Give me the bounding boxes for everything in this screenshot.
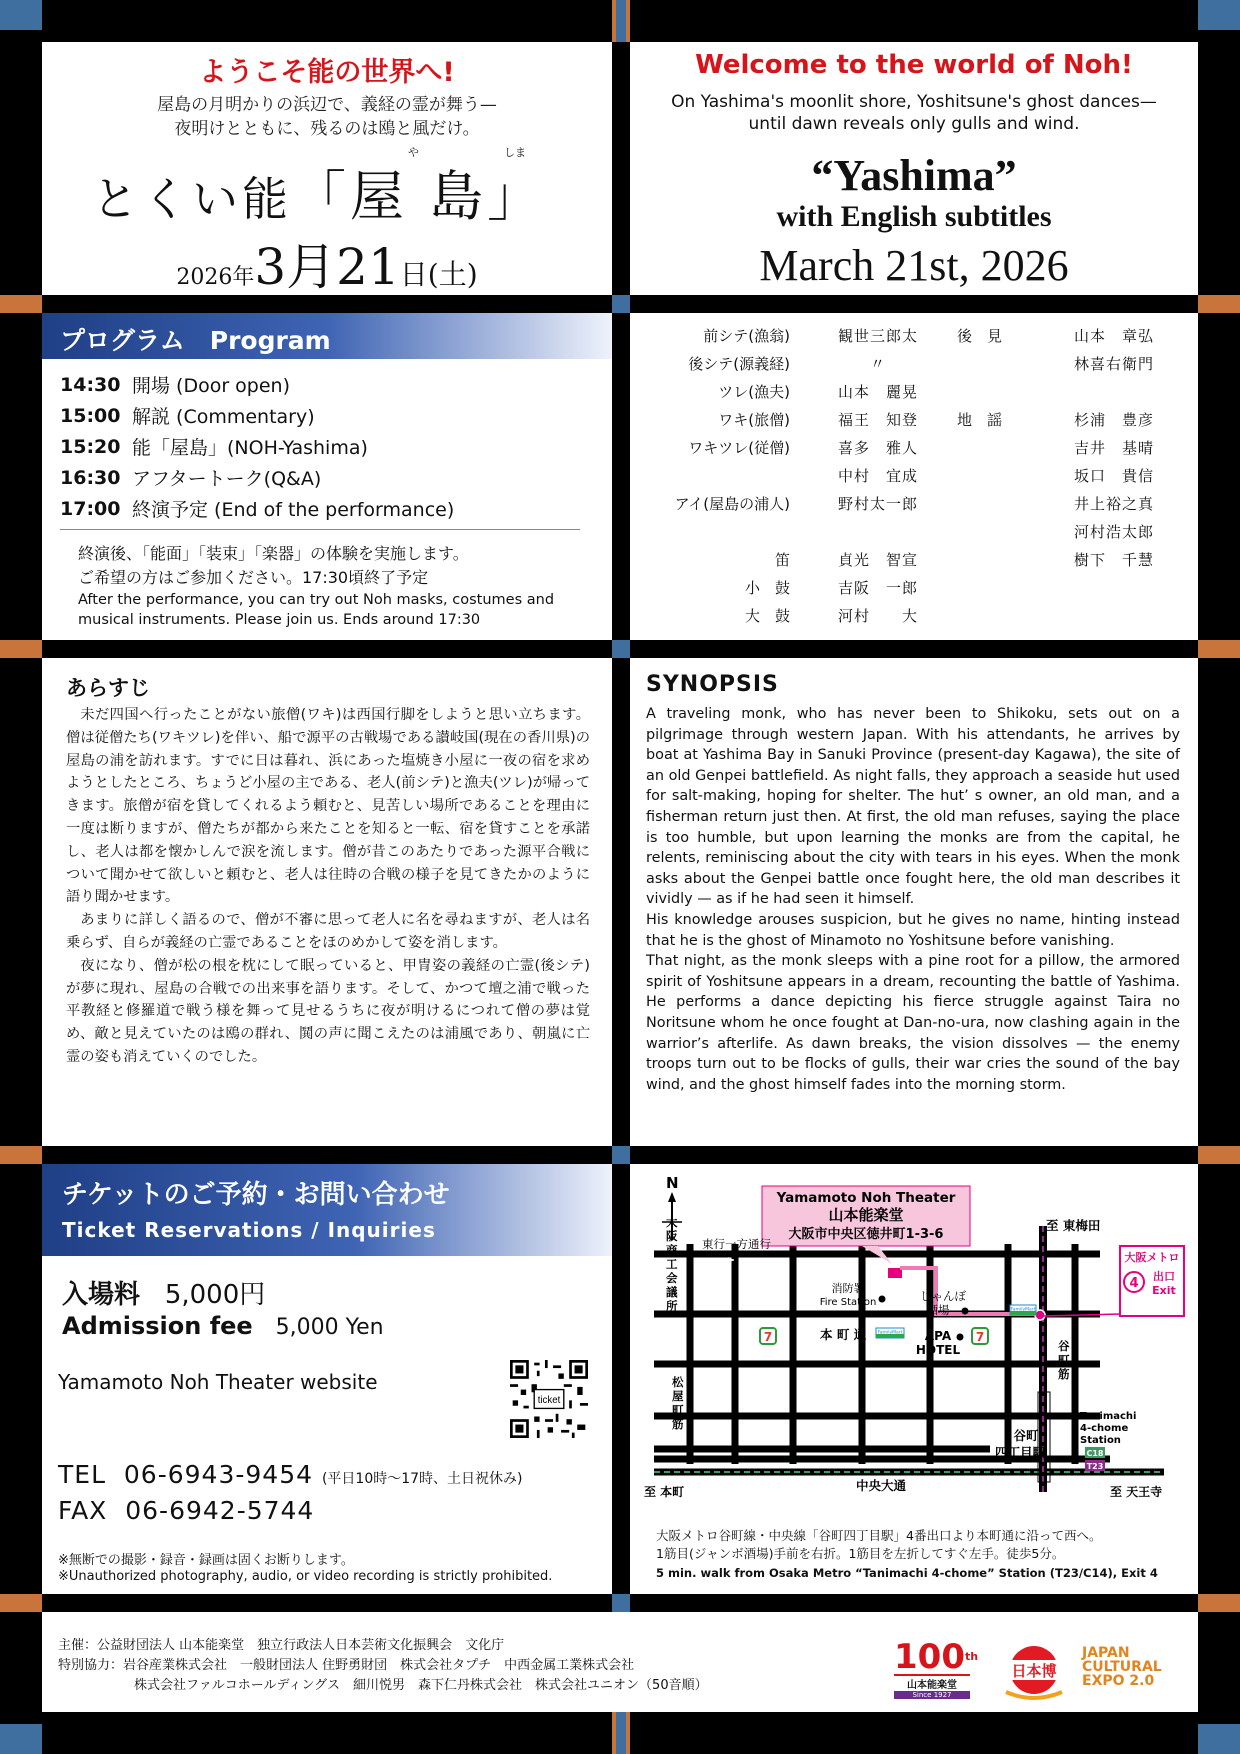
cast-name: 観世三郎太 <box>838 327 919 345</box>
fee-value-en: 5,000 Yen <box>275 1315 384 1340</box>
ticket-heading-ja: チケットのご予約・お問い合わせ <box>62 1180 450 1210</box>
date-month: 3月 <box>254 238 337 295</box>
venue-marker <box>888 1268 902 1278</box>
cast-role: 小 鼓 <box>744 579 790 597</box>
100th-anniversary-logo <box>894 1637 979 1700</box>
chamber-label-1: 大 <box>666 1215 678 1229</box>
cast-name: 吉阪 一郎 <box>838 579 919 597</box>
svg-text:FamilyMart: FamilyMart <box>877 1330 903 1336</box>
familymart-icon <box>1010 1305 1036 1315</box>
frame-stripe <box>1198 1146 1240 1164</box>
program-label: 開場 (Door open) <box>132 375 291 397</box>
station-name-ja-1: 谷町 <box>1013 1428 1039 1443</box>
tel-label: TEL <box>58 1460 106 1489</box>
frame-stripe <box>612 1146 630 1164</box>
program-heading: プログラム Program <box>42 313 612 359</box>
frame-stripe <box>0 0 42 30</box>
synopsis-paragraph: 夜になり、僧が松の根を枕にして眠っていると、甲冑姿の義経の亡霊(後シテ)が夢に現れ、屋島の合戦での出来事を語ります。そして、かつて壇之浦で戦った平教経と修羅道で戦う様を舞って見せるうちに夜が明けるにつれて僧の夢は覚め、敵と見えていたのは鴎の群れ、鬨の声に聞こえたのは浦風であり、朝嵐に亡霊の姿も消えていくのでした。 <box>66 957 590 1065</box>
chuo-street-label: 中央大通 <box>856 1478 907 1493</box>
program-item <box>60 462 590 493</box>
honmachi-street-label: 本 町 通 <box>820 1327 867 1342</box>
synopsis-heading-en: SYNOPSIS <box>646 672 779 697</box>
svg-text:議: 議 <box>666 1285 678 1299</box>
fire-station-en: Fire Station <box>819 1297 877 1308</box>
cast-name: 杉浦 豊彦 <box>1074 411 1155 429</box>
ticket-heading-en: Ticket Reservations / Inquiries <box>62 1218 436 1242</box>
program-label: 終演予定 (End of the performance) <box>132 499 455 521</box>
program-note-en-1: After the performance, you can try out Noh masks, costumes and <box>78 592 555 608</box>
apa-dot <box>957 1334 964 1341</box>
sponsors-line-1: 特別協力：岩谷産業株式会社 一般財団法人 住野勇財団 株式会社タプチ 中西金属工業株式会社 <box>58 1658 635 1673</box>
frame-stripe <box>1198 295 1240 313</box>
title-main: 「屋 島」 <box>292 165 546 228</box>
frame-stripe <box>1198 1594 1240 1612</box>
cast-role: ワキ(旅僧) <box>718 411 790 429</box>
title-ruby-shima: しま <box>504 146 526 159</box>
frame-stripe <box>0 1724 42 1754</box>
synopsis-panel-en <box>630 658 1198 1146</box>
program-item <box>60 369 590 400</box>
frame-stripe <box>0 1146 42 1164</box>
fax-label: FAX <box>58 1496 108 1525</box>
frame-stripe <box>1198 640 1240 658</box>
tagline-ja-1: 屋島の月明かりの浜辺で、義経の霊が舞う— <box>157 95 497 115</box>
frame-stripe <box>612 0 630 42</box>
familymart-icon <box>876 1328 904 1338</box>
synopsis-paragraph: A traveling monk, who has never been to Shikoku, sets out on a pilgrimage through western Japan. With his attendants, he arrives by boat at Yashima Bay in Sanuki Province (present-day Kagawa), the site of an old Genpei battlefield. As night falls, they approach a seaside hut used for salt-making, hoping for shelter. The hut’ s owner, an old man, and a fisherman return just then. At first, the old man refuses, saying the place is too humble, but upon learning the monks are from the capital, he relents, reminiscing about the city with tears in his eyes. When the monk asks about the Genpei battle once fought here, the old man describes it vividly — as if he had seen it himself. <box>646 706 1180 908</box>
cast-role: ワキツレ(従僧) <box>688 439 790 457</box>
cast-name: 山本 麗晃 <box>838 383 919 401</box>
svg-text:松: 松 <box>672 1375 684 1389</box>
station-name-ja-2: 四丁目駅 <box>994 1445 1046 1460</box>
metro-exit-label-4: Exit <box>1152 1284 1176 1297</box>
to-tennoji-label: 至 天王寺 <box>1110 1485 1163 1499</box>
convenience-store-icon <box>972 1328 988 1344</box>
svg-text:FamilyMart: FamilyMart <box>1010 1307 1036 1313</box>
frame-stripe <box>612 295 630 313</box>
divider <box>60 529 580 530</box>
program-time: 15:20 <box>60 435 121 458</box>
svg-text:商: 商 <box>666 1243 678 1257</box>
synopsis-panel-ja <box>42 658 612 1146</box>
cast-name: 樹下 千慧 <box>1074 551 1155 569</box>
organizers: 主催：公益財団法人 山本能楽堂 独立行政法人日本芸術文化振興会 文化庁 <box>58 1638 505 1653</box>
cast-role: 前シテ(漁翁) <box>703 327 790 345</box>
program-item <box>60 431 590 462</box>
station-name-en-2: 4-chome <box>1080 1423 1129 1434</box>
sponsors-line-2: 株式会社ファルコホールディングス 細川悦男 森下仁丹株式会社 株式会社ユニオン（50音順） <box>134 1678 708 1693</box>
cast-role: 笛 <box>774 551 790 569</box>
to-umeda-label: 至 東梅田 <box>1046 1218 1101 1233</box>
janbo-label-2: 酒場 <box>926 1303 950 1317</box>
tagline-en-2: until dawn reveals only gulls and wind. <box>748 114 1080 134</box>
program-item <box>60 400 590 431</box>
frame-stripe <box>1198 0 1240 30</box>
fax-number <box>58 1496 314 1525</box>
synopsis-heading-ja: あらすじ <box>66 676 150 700</box>
program-time: 15:00 <box>60 404 121 427</box>
fire-station-dot <box>879 1296 886 1303</box>
synopsis-paragraph: His knowledge arouses suspicion, but he gives no name, hinting instead that he is the ghost of Minamoto no Yoshitsune before vanishing. <box>646 911 1180 949</box>
svg-text:筋: 筋 <box>1058 1367 1070 1381</box>
directions-ja-1: 大阪メトロ谷町線・中央線「谷町四丁目駅」4番出口より本町通に沿って西へ。 <box>656 1528 1102 1543</box>
north-label: N <box>666 1174 679 1192</box>
fee-label-en: Admission fee <box>62 1312 253 1340</box>
svg-text:C18: C18 <box>1086 1449 1104 1458</box>
svg-text:会: 会 <box>666 1271 678 1285</box>
north-arrow-head-icon <box>668 1192 676 1202</box>
title-panel-ja <box>42 42 612 295</box>
cast-role: ツレ(漁夫) <box>718 383 790 401</box>
program-note-ja-2: ご希望の方はご参加ください。17:30頃終了予定 <box>78 568 429 587</box>
qr-label: ticket <box>537 1395 561 1407</box>
map-panel <box>630 1164 1198 1594</box>
venue-name-en: Yamamoto Noh Theater <box>776 1190 956 1206</box>
performance-date-en: March 21st, 2026 <box>759 241 1069 290</box>
title-prefix: とくい能 <box>92 172 292 226</box>
apa-label-2: HOTEL <box>915 1343 961 1357</box>
program-panel <box>42 313 612 640</box>
expo-mark-text: 日本博 <box>1011 1662 1057 1680</box>
cast-role: 後シテ(源義経) <box>688 355 790 373</box>
program-label: 能「屋島」(NOH-Yashima) <box>132 437 368 459</box>
tel-hours: (平日10時～17時、土日祝休み) <box>321 1471 523 1487</box>
frame-stripe <box>0 640 42 658</box>
ticket-header <box>42 1164 612 1256</box>
cast-role: 後 見 <box>956 327 1002 345</box>
matsuyamachi-label <box>672 1375 684 1431</box>
svg-text:所: 所 <box>666 1299 678 1313</box>
svg-text:筋: 筋 <box>672 1417 684 1431</box>
program-time: 17:00 <box>60 497 121 520</box>
admission-fee-en <box>62 1312 384 1340</box>
synopsis-paragraph: あまりに詳しく語るので、僧が不審に思って老人に名を尋ねますが、老人は名乗らず、自らが義経の亡霊であることをほのめかして姿を消します。 <box>66 912 590 951</box>
svg-text:7: 7 <box>975 1330 985 1344</box>
metro-exit-label-3: 出口 <box>1153 1270 1175 1283</box>
svg-text:谷: 谷 <box>1058 1339 1070 1353</box>
tagline-en-1: On Yashima's moonlit shore, Yoshitsune's ghost dances— <box>671 92 1157 112</box>
tanimachi-street-label <box>1058 1339 1070 1381</box>
frame-stripe <box>1198 1724 1240 1754</box>
logo-100-number: 100th <box>894 1637 979 1677</box>
frame-stripe <box>0 1594 42 1612</box>
venue-name-ja: 山本能楽堂 <box>828 1206 904 1224</box>
welcome-heading-ja: ようこそ能の世界へ! <box>199 57 455 88</box>
phone-number <box>58 1460 523 1489</box>
admission-fee-ja <box>62 1274 265 1311</box>
janbo-dot <box>962 1308 969 1315</box>
svg-text:屋: 屋 <box>672 1389 684 1403</box>
cast-name: 河村 大 <box>838 607 919 625</box>
cast-name: 河村浩太郎 <box>1074 523 1155 541</box>
date-year: 2026年 <box>176 265 255 290</box>
synopsis-paragraph: That night, as the monk sleeps with a pine root for a pillow, the armored spirit of Yoshitsune appears in a dream, recounting the battle of Yashima. He performs a dance depicting his fierce struggle against Taira no Noritsune whom he once fought at Dan-no-ura, now clashing again in the warrior’s afterlife. As dawn breaks, the vision dissolves — the enemy troops turn out to be flocks of gulls, their war cries the sound of the bay wind, and the ghost himself fades into the morning storm. <box>646 953 1180 1093</box>
synopsis-paragraph: 未だ四国へ行ったことがない旅僧(ワキ)は西国行脚をしようと思い立ちます。僧は従僧たち(ワキツレ)を伴い、船で源平の古戦場である讃岐国(現在の香川県)の屋島の浦を訪れます。すでに日は暮れ、浜にあった塩焼き小屋に一夜の宿を求めようとしたところ、ちょうど小屋の主である、老人(前シテ)と漁夫(ツレ)が帰ってきます。旅僧が宿を貸してくれるよう頼むと、見苦しい場所であることを理由に一度は断りますが、僧たちが都から来たことを知ると一転、宿を貸すことを承諾し、老人は都を懐かしんで涙を流します。僧が昔このあたりであった源平合戦について聞かせて欲しいと頼むと、老人は往時の合戦の様子を見てきたかのように語り聞かせます。 <box>66 707 590 906</box>
program-note-ja-1: 終演後、「能面」「装束」「楽器」の体験を実施します。 <box>78 544 469 563</box>
fee-label-ja: 入場料 <box>62 1280 141 1310</box>
synopsis-text-ja <box>66 704 590 1069</box>
cast-name: 吉井 基晴 <box>1074 439 1155 457</box>
svg-text:町: 町 <box>1058 1353 1070 1367</box>
tagline-ja-2: 夜明けとともに、残るのは鴎と風だけ。 <box>174 119 480 139</box>
footer-panel <box>42 1612 1198 1712</box>
fire-station-ja: 消防署 <box>831 1282 865 1295</box>
performance-date-ja <box>42 227 612 295</box>
recording-notice-en: ※Unauthorized photography, audio, or video recording is strictly prohibited. <box>58 1569 553 1584</box>
station-name-en-1: Tanimachi <box>1080 1411 1137 1422</box>
cast-name: 山本 章弘 <box>1074 327 1155 345</box>
expo-text: JAPAN CULTURAL EXPO 2.0 <box>1082 1645 1162 1689</box>
station-name-en-3: Station <box>1080 1435 1121 1446</box>
cast-name: 貞光 智宣 <box>838 551 919 569</box>
tel-number[interactable]: 06-6943-9454 <box>123 1460 314 1489</box>
synopsis-text-en <box>646 704 1180 1095</box>
cast-name: 野村太一郎 <box>838 495 919 513</box>
svg-text:町: 町 <box>672 1403 684 1417</box>
convenience-store-icon <box>760 1328 776 1344</box>
apa-label-1: APA <box>924 1329 952 1343</box>
play-title-en: “Yashima” <box>811 151 1017 200</box>
cast-name: 林喜右衛門 <box>1074 355 1155 373</box>
fee-value-ja: 5,000円 <box>164 1280 266 1310</box>
program-time: 14:30 <box>60 373 121 396</box>
cast-name: 井上裕之真 <box>1074 495 1155 513</box>
metro-exit-number: 4 <box>1129 1276 1139 1291</box>
logo-100-since: Since 1927 <box>894 1691 970 1699</box>
title-ruby-ya: や <box>408 146 419 159</box>
fax-value: 06-6942-5744 <box>125 1496 315 1525</box>
date-suffix: 日(土) <box>399 258 478 291</box>
cast-panel <box>630 313 1198 640</box>
metro-exit-label-1: 大阪メトロ <box>1124 1251 1180 1264</box>
janbo-label-1: じゃんぼ <box>920 1289 966 1303</box>
cast-role: 大 鼓 <box>744 607 790 625</box>
cast-name: 喜多 雅人 <box>838 439 919 457</box>
program-note-en-2: musical instruments. Please join us. Ends around 17:30 <box>78 612 481 628</box>
frame-stripe <box>0 295 42 313</box>
cast-name: 中村 宜成 <box>838 467 919 485</box>
program-item <box>60 493 590 524</box>
svg-text:工: 工 <box>666 1257 678 1271</box>
play-title-ja <box>92 154 545 231</box>
svg-text:7: 7 <box>763 1330 773 1344</box>
recording-notice-ja: ※無断での撮影・録音・録画は固くお断りします。 <box>58 1553 354 1568</box>
svg-text:阪: 阪 <box>666 1229 678 1243</box>
frame-stripe <box>612 1594 630 1612</box>
frame-stripe <box>612 1712 630 1754</box>
qr-code[interactable] <box>510 1360 588 1438</box>
frame-stripe <box>612 640 630 658</box>
logo-100-name: 山本能楽堂 <box>894 1674 970 1691</box>
directions-en: 5 min. walk from Osaka Metro “Tanimachi 4-chome” Station (T23/C14), Exit 4 <box>656 1566 1158 1580</box>
cast-name: 〃 <box>870 355 887 373</box>
svg-text:T23: T23 <box>1086 1462 1104 1471</box>
cast-name: 坂口 貴信 <box>1074 467 1155 485</box>
directions-ja-2: 1筋目(ジャンボ酒場)手前を右折。1筋目を左折してすぐ左手。徒歩5分。 <box>656 1546 1065 1561</box>
program-list <box>60 369 590 524</box>
cast-role: アイ(屋島の浦人) <box>674 495 790 513</box>
date-day: 21 <box>336 238 400 295</box>
one-way-label: 東行一方通行 <box>702 1237 771 1251</box>
ticket-panel <box>42 1164 612 1594</box>
program-time: 16:30 <box>60 466 121 489</box>
to-honmachi-label: 至 本町 <box>644 1485 685 1499</box>
access-map <box>630 1164 1198 1514</box>
play-subtitle-en: with English subtitles <box>776 200 1052 233</box>
program-label: 解説 (Commentary) <box>132 406 315 428</box>
venue-address: 大阪市中央区徳井町1-3-6 <box>788 1227 944 1242</box>
welcome-heading-en: Welcome to the world of Noh! <box>695 50 1133 80</box>
cast-role: 地 謡 <box>956 411 1002 429</box>
title-panel-en <box>630 42 1198 295</box>
website-label: Yamamoto Noh Theater website <box>58 1370 378 1394</box>
program-label: アフタートーク(Q&A) <box>132 468 322 490</box>
cast-name: 福王 知登 <box>838 411 919 429</box>
